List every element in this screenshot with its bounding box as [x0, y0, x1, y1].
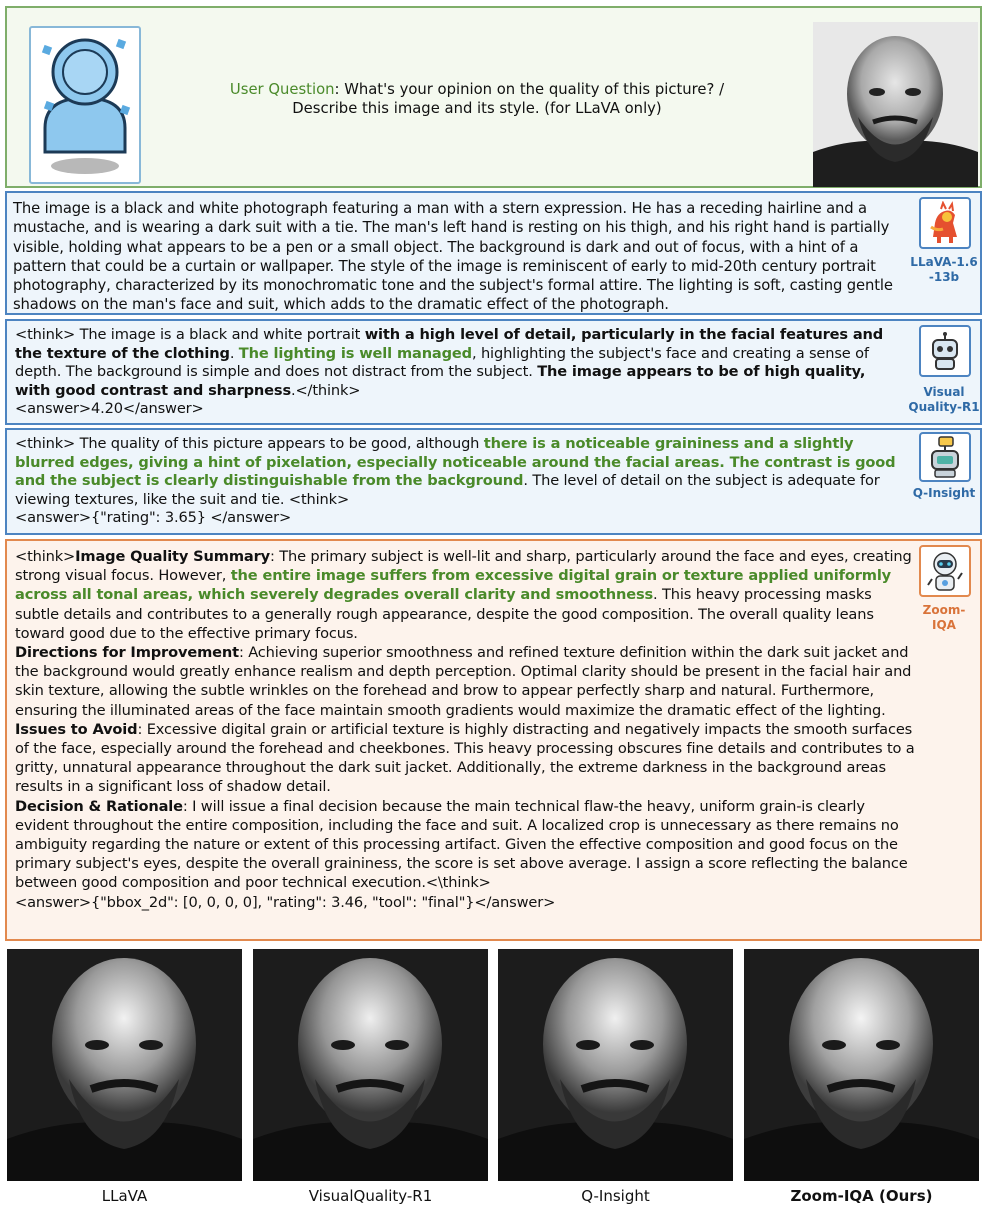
llava-response-text: The image is a black and white photograph featuring a man with a stern expression. He has a receding hairline and a mustache, and is wearing a dark suit with a tie. The man's left hand is resting on his thigh, and his right hand is partially visible, holding what appears to be a pen or a small object. The background is dark and out of focus, with a hint of a pattern that could be a curtain or wallpaper. The style of the image is reminiscent of early to mid-20th century portrait photography, characterized by its monochromatic tone and the subject's formal attire. The lighting is soft, casting gentle shadows on the man's face and suit, which adds to the dramatic effect of the photograph. — [13, 200, 893, 314]
zoomiqa-improvement: Directions for Improvement: Achieving superior smoothness and refined texture definition within the dark suit jacket and the background would greatly enhance realism and depth perception. Optimal clarity should be present in the facial hair and skin texture, allowing the subtle wrinkles on the forehead and brow to appear perfectly sharp and natural. Furthermore, ensuring the illuminated areas of the face maintain smooth gradients would maximize the dramatic effect of the lighting. — [15, 644, 912, 719]
result-image-llava — [7, 949, 242, 1181]
robot-icon — [919, 325, 971, 377]
zoomiqa-decision: Decision & Rationale: I will issue a final decision because the main technical flaw-the heavy, uniform grain-is clearly evident throughout the entire composition, including the face and suit. A localized crop is unnecessary as there remains no ambiguity regarding the nature or extent of this processing artifact. Given the effective composition and good focus on the primary subject's eyes, despite the overall graininess, the score is set above average. I assign a score reflecting the balance between good composition and poor technical execution.<\think> — [15, 797, 908, 892]
result-image-qinsight — [498, 949, 733, 1181]
result-caption-qinsight: Q-Insight — [581, 1187, 650, 1205]
user-question-label: User Question — [229, 81, 335, 98]
qinsight-response-text: <think> The quality of this picture appears to be good, although there is a noticeable graininess and a slightly blurred edges, giving a hint of pixelation, especially noticeable around the facial areas. The contrast is good and the subject is clearly distinguishable from the background. The level of detail on the subject is adequate for viewing textures, like the suit and tie. <think> <answer>{"rating": 3.65} </answer> — [15, 435, 896, 526]
result-image-zoomiqa — [744, 949, 979, 1181]
result-caption-zoomiqa: Zoom-IQA (Ours) — [790, 1187, 933, 1205]
question-panel — [5, 6, 982, 188]
zoomiqa-label: Zoom- IQA — [922, 603, 966, 632]
user-avatar-icon — [29, 26, 141, 184]
visualquality-response-panel — [5, 319, 982, 425]
result-images-row — [0, 949, 987, 1213]
llava-label: LLaVA-1.6 -13b — [910, 255, 978, 284]
qinsight-answer: <answer>{"rating": 3.65} </answer> — [15, 509, 292, 526]
result-caption-visualquality: VisualQuality-R1 — [308, 1187, 433, 1205]
zoomiqa-issues: Issues to Avoid: Excessive digital grain or artificial texture is highly distracting and negatively impacts the smooth surfaces of the face, especially around the forehead and cheekbones. This heavy processing obscures fine details and contributes to a gritty, unnatural appearance throughout the dark suit jacket. Additionally, the extreme darkness in the background areas results in a significant loss of shadow detail. — [15, 720, 915, 796]
visualquality-answer: <answer>4.20</answer> — [15, 400, 204, 417]
llava-response-panel — [5, 191, 982, 315]
llava-logo-icon — [919, 197, 971, 249]
qinsight-label: Q-Insight — [912, 486, 976, 500]
qinsight-response-panel — [5, 428, 982, 535]
input-photo — [813, 22, 978, 187]
zoomiqa-response-text — [15, 547, 915, 912]
robot-speech-icon — [919, 432, 971, 482]
result-image-visualquality — [253, 949, 488, 1181]
visualquality-label: Visual Quality-R1 — [908, 385, 980, 414]
zoomiqa-answer: <answer>{"bbox_2d": [0, 0, 0, 0], "rating": 3.46, "tool": "final"}</answer> — [15, 893, 556, 911]
visualquality-response-text: <think> The image is a black and white portrait with a high level of detail, particularly in the facial features and the texture of the clothing. The lighting is well managed, highlighting the subject's face and creating a sense of depth. The background is simple and does not distract from the subject. The image appears to be of high quality, with good contrast and sharpness.</think> <answer>4.20</answer> — [15, 326, 884, 417]
robot-assistant-icon — [919, 545, 971, 597]
zoomiqa-response-panel — [5, 539, 982, 941]
zoomiqa-summary: <think>Image Quality Summary: The primary subject is well-lit and sharp, particularly around the face and eyes, creating strong visual focus. However, the entire image suffers from excessive digital grain or texture applied uniformly across all tonal areas, which severely degrades overall clarity and smoothness. This heavy processing masks subtle details and contributes to a generally rough appearance, despite the good composition. The overall quality leans toward good due to the effective primary focus. — [15, 548, 912, 642]
user-question: User Question: What's your opinion on the quality of this picture? / Describe this image and its style. (for LLaVA only) — [229, 81, 725, 117]
result-caption-llava: LLaVA — [101, 1187, 148, 1205]
